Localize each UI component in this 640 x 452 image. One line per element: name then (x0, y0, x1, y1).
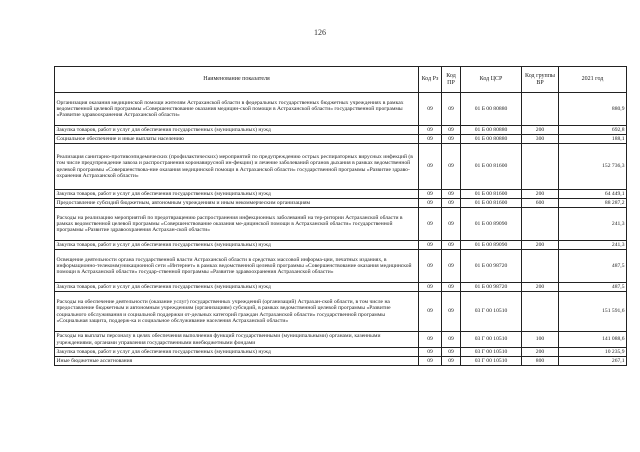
table-row (55, 283, 627, 292)
row-rz: 09 (419, 292, 442, 332)
header-csr: Код ЦСР (461, 67, 522, 93)
row-value: 152 736,3 (559, 144, 627, 190)
row-pr: 09 (442, 135, 461, 144)
table-header (55, 67, 627, 93)
row-name: Расходы на реализацию мероприятий по предотвращению распространения инфекционных заболеваний на тер-ритории Астраханской области в рамках ведомственной целевой программы «Совершенствование оказания ме-дицинской помощи в Астраханской области» государственной программы «Развитие здравоохранения Астрахан-ской области» (55, 208, 419, 241)
row-rz: 09 (419, 250, 442, 283)
row-pr: 09 (442, 332, 461, 348)
row-pr: 09 (442, 93, 461, 126)
row-vr (522, 292, 559, 332)
row-csr: 01 Б 00 81600 (461, 190, 522, 199)
table-body (55, 93, 627, 366)
row-csr: 01 Б 00 80880 (461, 93, 522, 126)
row-value: 487,5 (559, 283, 627, 292)
row-pr: 09 (442, 208, 461, 241)
row-value: 267,1 (559, 357, 627, 366)
table-row (55, 250, 627, 283)
row-csr: 01 Б 00 89090 (461, 208, 522, 241)
row-name: Закупка товаров, работ и услуг для обеспечения государственных (муниципальных) нужд (55, 190, 419, 199)
row-csr: 01 Б 00 89090 (461, 241, 522, 250)
row-name: Расходы на выплаты персоналу в целях обеспечения выполнения функций государственными (муниципальными) органами, казенными учреждениями, органами управления государственными внебюджетными фондами (55, 332, 419, 348)
row-rz: 09 (419, 144, 442, 190)
row-pr: 09 (442, 241, 461, 250)
header-year: 2021 год (559, 67, 627, 93)
row-rz: 09 (419, 190, 442, 199)
row-vr: 200 (522, 348, 559, 357)
row-name: Закупка товаров, работ и услуг для обеспечения государственных (муниципальных) нужд (55, 241, 419, 250)
table-row (55, 144, 627, 190)
row-vr: 100 (522, 332, 559, 348)
row-vr (522, 144, 559, 190)
row-rz: 09 (419, 348, 442, 357)
table-row (55, 199, 627, 208)
row-name: Социальное обеспечение и иные выплаты населению (55, 135, 419, 144)
row-name: Закупка товаров, работ и услуг для обеспечения государственных (муниципальных) нужд (55, 348, 419, 357)
row-value: 64 449,1 (559, 190, 627, 199)
row-name: Закупка товаров, работ и услуг для обеспечения государственных (муниципальных) нужд (55, 283, 419, 292)
row-pr: 09 (442, 348, 461, 357)
row-rz: 09 (419, 283, 442, 292)
header-pr: Код ПР (442, 67, 461, 93)
row-value: 151 591,6 (559, 292, 627, 332)
row-name: Предоставление субсидий бюджетным, автономным учреждениям и иным некоммерческим организациям (55, 199, 419, 208)
table-row (55, 332, 627, 348)
table-row (55, 241, 627, 250)
row-value: 241,3 (559, 241, 627, 250)
row-name: Закупка товаров, работ и услуг для обеспечения государственных (муниципальных) нужд (55, 126, 419, 135)
row-value: 188,1 (559, 135, 627, 144)
header-rz: Код Рз (419, 67, 442, 93)
table-row (55, 208, 627, 241)
row-csr: 01 Б 00 98720 (461, 283, 522, 292)
row-vr: 200 (522, 126, 559, 135)
header-name: Наименование показателя (55, 67, 419, 93)
header-vr: Код группы ВР (522, 67, 559, 93)
row-vr: 200 (522, 241, 559, 250)
row-pr: 09 (442, 292, 461, 332)
row-value: 141 088,6 (559, 332, 627, 348)
row-name: Расходы на обеспечение деятельности (оказание услуг) государственных учреждений (организаций) Астрахан-ской области, в том числе на предоставление бюджетным и автономным учреждениям (организациям) субсидий, в рамках ведомственной целевой программы «Развитие социального обслуживания и социальной поддержки от-дельных категорий граждан Астраханской области» государственной программы «Социальная защита, поддерж-ка и социальное обслуживание населения Астраханской области» (55, 292, 419, 332)
row-value: 692,8 (559, 126, 627, 135)
row-value: 241,3 (559, 208, 627, 241)
row-csr: 01 Б 00 80880 (461, 126, 522, 135)
row-rz: 09 (419, 332, 442, 348)
row-pr: 09 (442, 190, 461, 199)
budget-table (54, 66, 627, 366)
table-row (55, 93, 627, 126)
row-vr (522, 208, 559, 241)
row-csr: 01 Б 00 98720 (461, 250, 522, 283)
row-pr: 09 (442, 250, 461, 283)
table-row (55, 190, 627, 199)
row-value: 880,9 (559, 93, 627, 126)
row-vr: 200 (522, 190, 559, 199)
row-vr: 200 (522, 283, 559, 292)
row-value: 487,5 (559, 250, 627, 283)
row-name: Освещение деятельности органа государственной власти Астраханской области в средствах массовой информа-ции, печатных изданиях, в информационно-телекоммуникационной сети «Интернет» в рамках ведомственной целевой программы «Совершенствование оказания медицинской помощи в Астраханской области» государ-ственной программы «Развитие здравоохранения Астраханской области» (55, 250, 419, 283)
row-vr: 800 (522, 357, 559, 366)
row-csr: 01 Б 00 81600 (461, 199, 522, 208)
row-pr: 09 (442, 283, 461, 292)
row-csr: 01 Б 00 80880 (461, 135, 522, 144)
row-name: Иные бюджетные ассигнования (55, 357, 419, 366)
row-rz: 09 (419, 208, 442, 241)
table-row (55, 357, 627, 366)
page-number: 126 (314, 28, 326, 37)
row-pr: 09 (442, 126, 461, 135)
table-row (55, 292, 627, 332)
row-pr: 09 (442, 357, 461, 366)
row-rz: 09 (419, 126, 442, 135)
row-rz: 09 (419, 93, 442, 126)
row-value: 88 287,2 (559, 199, 627, 208)
row-name: Реализация санитарно-противоэпидемических (профилактических) мероприятий по предупреждению острых респираторных вирусных инфекций (в том числе предупреждение завоза и распространения коронавирусной ин-фекции) и лечение заболеваний органов дыхания в рамках ведомственной целевой программы «Совершенствова-ние оказания медицинской помощи в Астраханской области» государственной программы «Развитие здраво-охранения Астраханской области» (55, 144, 419, 190)
table-row (55, 135, 627, 144)
table-row (55, 126, 627, 135)
row-vr: 300 (522, 135, 559, 144)
row-csr: 03 Г 00 10510 (461, 292, 522, 332)
row-csr: 03 Г 00 10510 (461, 332, 522, 348)
row-rz: 09 (419, 241, 442, 250)
row-csr: 01 Б 00 81600 (461, 144, 522, 190)
row-pr: 09 (442, 144, 461, 190)
row-vr (522, 93, 559, 126)
row-name: Организация оказания медицинской помощи жителям Астраханской области в федеральных государственных бюджетных учреждениях в рамках ведомственной целевой программы «Совершенствование оказания медицин-ской помощи в Астраханской области» государственной программы «Развитие здравоохранения Астраханской области» (55, 93, 419, 126)
row-vr (522, 250, 559, 283)
row-rz: 09 (419, 357, 442, 366)
row-csr: 03 Г 00 10510 (461, 348, 522, 357)
row-pr: 09 (442, 199, 461, 208)
row-vr: 600 (522, 199, 559, 208)
row-value: 10 235,9 (559, 348, 627, 357)
row-rz: 09 (419, 135, 442, 144)
row-rz: 09 (419, 199, 442, 208)
row-csr: 03 Г 00 10510 (461, 357, 522, 366)
table-row (55, 348, 627, 357)
